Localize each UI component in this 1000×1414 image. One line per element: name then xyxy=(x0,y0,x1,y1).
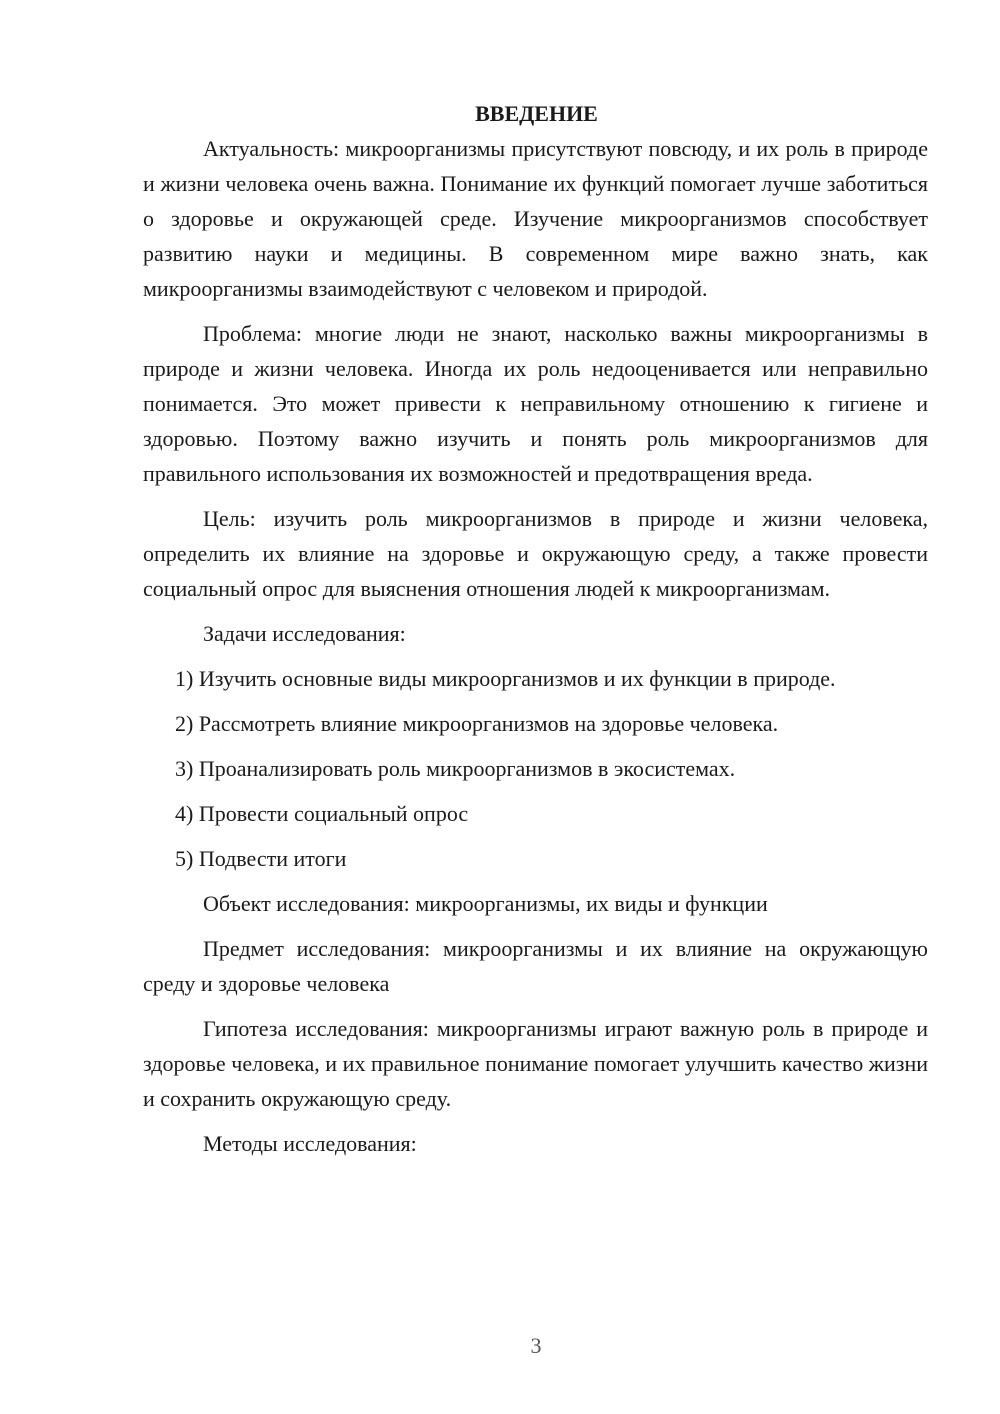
paragraph-relevance: Актуальность: микроорганизмы присутствуют повсюду, и их роль в природе и жизни человека очень важна. Понимание их функций помогает лучше заботиться о здоровье и окружающей среде. Изучение микроорганизмов способствует развитию науки и медицины. В современном мире важно знать, как микроорганизмы взаимодействуют с человеком и природой. xyxy=(143,136,928,301)
list-item: 3) Проанализировать роль микроорганизмов в экосистемах. xyxy=(175,756,736,781)
paragraph-goal: Цель: изучить роль микроорганизмов в природе и жизни человека, определить их влияние на здоровье и окружающую среду, а также провести социальный опрос для выяснения отношения людей к микроорганизмам. xyxy=(143,506,928,601)
paragraph-problem: Проблема: многие люди не знают, насколько важны микроорганизмы в природе и жизни человека. Иногда их роль недооценивается или неправильно понимается. Это может привести к неправильному отношению к гигиене и здоровью. Поэтому важно изучить и понять роль микроорганизмов для правильного использования их возможностей и предотвращения вреда. xyxy=(143,321,928,486)
document-body xyxy=(143,96,928,1171)
list-item: 2) Рассмотреть влияние микроорганизмов на здоровье человека. xyxy=(175,711,779,736)
list-item: 5) Подвести итоги xyxy=(175,846,347,871)
methods-heading: Методы исследования: xyxy=(203,1131,417,1156)
tasks-list xyxy=(143,661,928,876)
tasks-heading: Задачи исследования: xyxy=(203,621,406,646)
page-title: ВВЕДЕНИЕ xyxy=(475,101,598,126)
paragraph-object: Объект исследования: микроорганизмы, их виды и функции xyxy=(203,891,768,916)
list-item: 4) Провести социальный опрос xyxy=(175,801,469,826)
page-number: 3 xyxy=(530,1333,542,1358)
paragraph-subject: Предмет исследования: микроорганизмы и их влияние на окружающую среду и здоровье человека xyxy=(143,936,928,996)
paragraph-hypothesis: Гипотеза исследования: микроорганизмы играют важную роль в природе и здоровье человека, и их правильное понимание помогает улучшить качество жизни и сохранить окружающую среду. xyxy=(143,1016,928,1111)
list-item: 1) Изучить основные виды микроорганизмов и их функции в природе. xyxy=(175,666,836,691)
